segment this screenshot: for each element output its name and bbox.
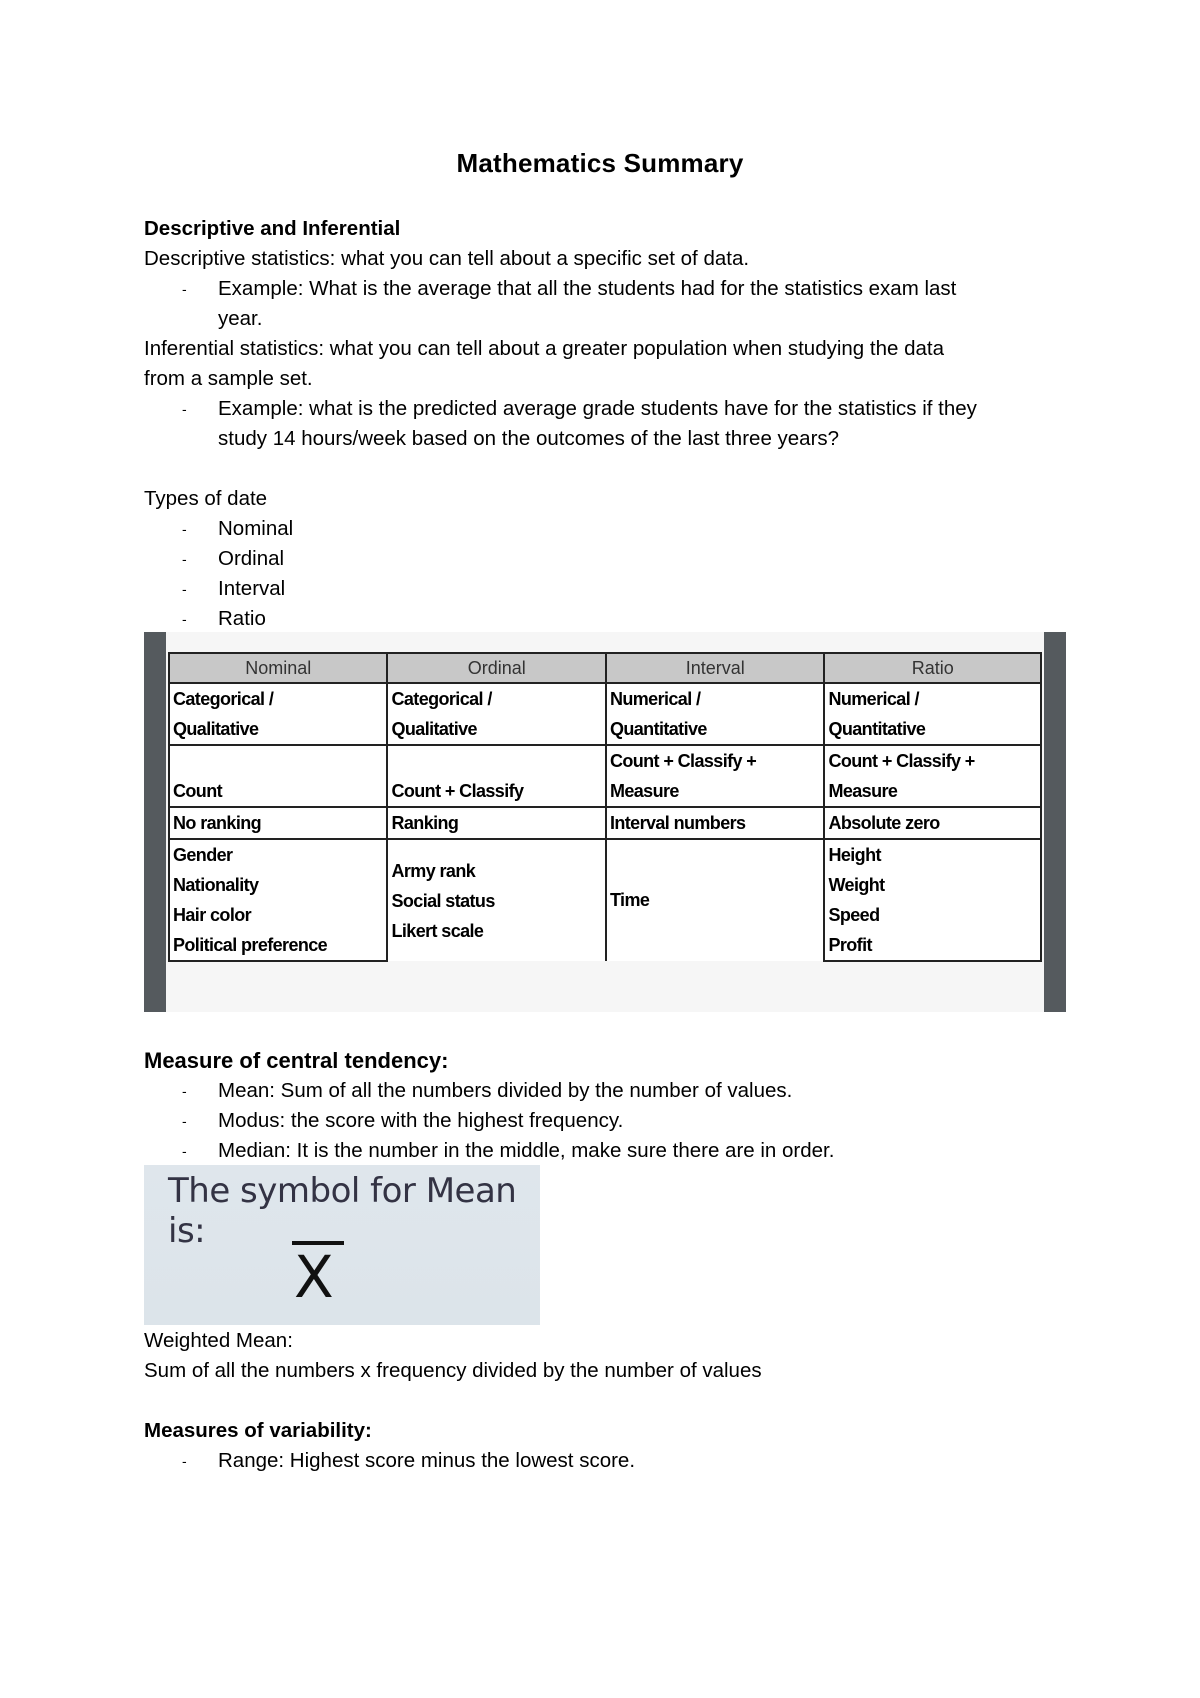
table-cell: Weight <box>824 870 1041 900</box>
header-cell: Interval <box>606 653 825 683</box>
table-cell: Time <box>606 839 825 961</box>
bullet-list <box>144 394 1064 454</box>
list-item <box>144 274 1064 334</box>
table-cell: Count + Classify <box>387 776 605 807</box>
header-cell: Ordinal <box>387 653 605 683</box>
paragraph-line: Inferential statistics: what you can tell about a greater population when studying the data <box>144 337 945 360</box>
mean-symbol: X <box>294 1243 334 1311</box>
table-cell: Ranking <box>387 807 605 839</box>
table-cell: Qualitative <box>169 714 387 745</box>
table-row <box>169 745 1041 776</box>
bullet-list <box>144 1446 1064 1476</box>
table-row <box>169 839 1041 870</box>
image-caption: The symbol for Mean is: <box>168 1171 517 1251</box>
paragraph <box>144 334 1064 394</box>
list-item-text: Example: what is the predicted average grade students have for the statistics if they <box>218 397 977 420</box>
section-heading: Measure of central tendency: <box>144 1048 449 1073</box>
list-item: - Range: Highest score minus the lowest score. <box>144 1446 1064 1476</box>
table-cell: Absolute zero <box>824 807 1041 839</box>
table-cell: Quantitative <box>824 714 1041 745</box>
header-cell: Ratio <box>824 653 1041 683</box>
table-cell: Nationality <box>169 870 387 900</box>
table-row <box>169 683 1041 714</box>
list-item: - Mean: Sum of all the numbers divided by the number of values. <box>144 1076 1064 1106</box>
mean-symbol-image <box>144 1165 540 1325</box>
table-cell: Count + Classify + <box>606 745 825 776</box>
list-item: - Ratio <box>144 604 1064 634</box>
header-cell: Nominal <box>169 653 387 683</box>
table-cell: Height <box>824 839 1041 870</box>
table-cell <box>387 745 605 776</box>
table-cell: Speed <box>824 900 1041 930</box>
list-item: - Ordinal <box>144 544 1064 574</box>
table-cell: No ranking <box>169 807 387 839</box>
list-item <box>144 394 1064 454</box>
table-cell: Categorical / <box>169 683 387 714</box>
table-cell: Quantitative <box>606 714 825 745</box>
list-item-text: Example: What is the average that all the students had for the statistics exam last <box>218 277 957 300</box>
bullet-list <box>144 1076 1064 1166</box>
list-item: - Nominal <box>144 514 1064 544</box>
types-list <box>144 514 1064 634</box>
weighted-text: Sum of all the numbers x frequency divided by the number of values <box>144 1359 762 1382</box>
page-title: Mathematics Summary <box>456 148 744 178</box>
cell-line: Social status <box>391 890 495 911</box>
table-row <box>169 807 1041 839</box>
paragraph: Descriptive statistics: what you can tell about a specific set of data. <box>144 247 750 270</box>
table-cell: Measure <box>606 776 825 807</box>
section-central-tendency <box>144 1046 1064 1166</box>
table-cell: Numerical / <box>606 683 825 714</box>
table-row <box>169 776 1041 807</box>
list-item: - Modus: the score with the highest frequency. <box>144 1106 1064 1136</box>
paragraph-line: from a sample set. <box>144 367 313 390</box>
table-cell: Interval numbers <box>606 807 825 839</box>
cell-line: Army rank <box>391 860 476 881</box>
section-descriptive-inferential <box>144 214 1064 634</box>
table-cell: Numerical / <box>824 683 1041 714</box>
table-cell: Count + Classify + <box>824 745 1041 776</box>
types-heading: Types of date <box>144 487 268 510</box>
table-cell: Gender <box>169 839 387 870</box>
table-cell: Measure <box>824 776 1041 807</box>
section-heading: Measures of variability: <box>144 1419 372 1442</box>
table-cell: Qualitative <box>387 714 605 745</box>
table-row <box>169 714 1041 745</box>
cell-line: Likert scale <box>391 920 484 941</box>
list-item: - Interval <box>144 574 1064 604</box>
table-cell: Profit <box>824 930 1041 961</box>
image-border-right <box>1044 632 1066 1012</box>
list-item: - Median: It is the number in the middle, make sure there are in order. <box>144 1136 1064 1166</box>
list-item-text: year. <box>218 307 263 330</box>
table-cell: Political preference <box>169 930 387 961</box>
table-header-row <box>169 653 1041 683</box>
table-container <box>166 632 1044 1012</box>
types-table-image <box>144 632 1066 1012</box>
table-cell <box>169 745 387 776</box>
table-cell: Count <box>169 776 387 807</box>
image-border-left <box>144 632 166 1012</box>
data-types-table <box>168 652 1042 962</box>
section-weighted-mean <box>144 1326 1064 1476</box>
table-cell: Hair color <box>169 900 387 930</box>
weighted-label: Weighted Mean: <box>144 1329 293 1352</box>
table-cell: Categorical / <box>387 683 605 714</box>
bullet-list <box>144 274 1064 334</box>
section-heading: Descriptive and Inferential <box>144 217 401 240</box>
list-item-text: study 14 hours/week based on the outcomes of the last three years? <box>218 427 840 450</box>
table-cell <box>387 839 605 961</box>
